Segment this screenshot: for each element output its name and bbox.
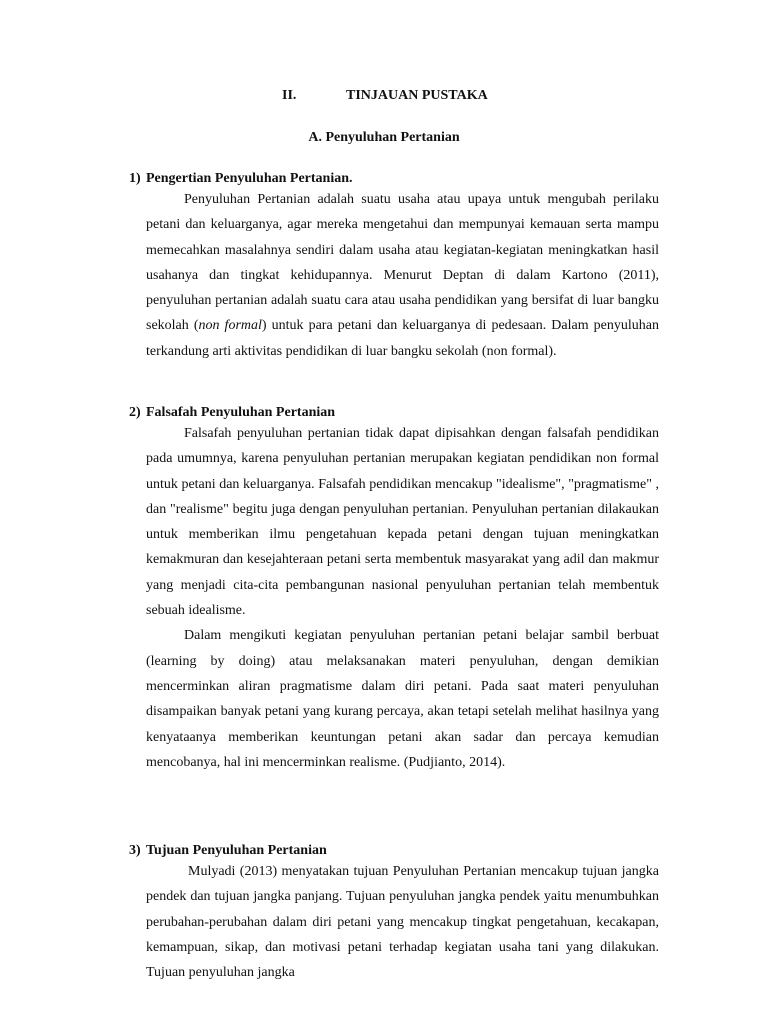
subsection-number: 1) [129, 171, 141, 186]
subsection-falsafah [129, 404, 659, 775]
subsection-heading-text: Falsafah Penyuluhan Pertanian [146, 405, 336, 420]
paragraph-text: ) untuk para petani dan keluarganya di pedesaan. Dalam penyuluhan terkandung arti aktivitas pendidikan di luar bangku sekolah (non formal). [146, 318, 660, 359]
subsection-heading [129, 170, 659, 187]
subsection-pengertian [129, 170, 659, 364]
subsection-number: 2) [129, 405, 141, 420]
paragraph: Mulyadi (2013) menyatakan tujuan Penyuluhan Pertanian mencakup tujuan jangka pendek dan tujuan jangka panjang. Tujuan penyuluhan jangka pendek yaitu menumbuhkan perubahan-perubahan dalam diri petani yang mencakup tingkat pengetahuan, kecakapan, kemampuan, sikap, dan motivasi petani terhadap kegiatan usaha tani yang dilakukan. Tujuan penyuluhan jangka [146, 864, 659, 981]
paragraph-text: Penyuluhan Pertanian adalah suatu usaha atau upaya untuk mengubah perilaku petani dan keluarganya, agar mereka mengetahui dan mempunyai kemauan serta mampu memecahkan masalahnya sendiri dalam usaha atau kegiatan-kegiatan meningkatkan hasil usahanya dan tingkat kehidupannya. Menurut Deptan di dalam Kartono (2011), penyuluhan pertanian adalah suatu cara atau usaha pendidikan yang bersifat di luar bangku sekolah ( [146, 192, 659, 334]
subsection-tujuan [129, 842, 659, 985]
chapter-number: II. [282, 88, 297, 103]
section-title: A. Penyuluhan Pertanian [308, 130, 460, 145]
paragraph [146, 187, 659, 364]
subsection-number: 3) [129, 843, 141, 858]
italic-term: non formal [198, 318, 262, 334]
chapter-title-text: TINJAUAN PUSTAKA [346, 88, 488, 103]
chapter-title [282, 86, 488, 106]
paragraph: Falsafah penyuluhan pertanian tidak dapat dipisahkan dengan falsafah pendidikan pada umumnya, karena penyuluhan pertanian merupakan kegiatan pendidikan non formal untuk petani dan keluarganya. Falsafah pendidikan mencakup "idealisme", "pragmatisme" , dan "realisme" begitu juga dengan penyuluhan pertanian. Penyuluhan pertanian dilakaukan untuk memberikan ilmu pengetahuan kepada petani dengan tujuan meningkatkan kemakmuran dan kesejahteraan petani serta membentuk masyarakat yang adil dan makmur yang menjadi cita-cita pembangunan nasional penyuluhan pertanian telah membentuk sebuah idealisme. [146, 426, 659, 619]
subsection-heading-text: Pengertian Penyuluhan Pertanian. [146, 171, 353, 186]
paragraph: Dalam mengikuti kegiatan penyuluhan pertanian petani belajar sambil berbuat (learning by doing) atau melaksanakan materi penyuluhan, dengan demikian mencerminkan aliran pragmatisme dalam diri petani. Pada saat materi penyuluhan disampaikan banyak petani yang kurang percaya, akan tetapi setelah melihat hasilnya yang kenyataanya memberikan keuntungan petani akan sadar dan percaya kemudian mencobanya, hal ini mencerminkan realisme. (Pudjianto, 2014). [146, 628, 659, 770]
subsection-heading-text: Tujuan Penyuluhan Pertanian [146, 843, 327, 858]
subsection-heading [129, 842, 659, 859]
subsection-heading [129, 404, 659, 421]
